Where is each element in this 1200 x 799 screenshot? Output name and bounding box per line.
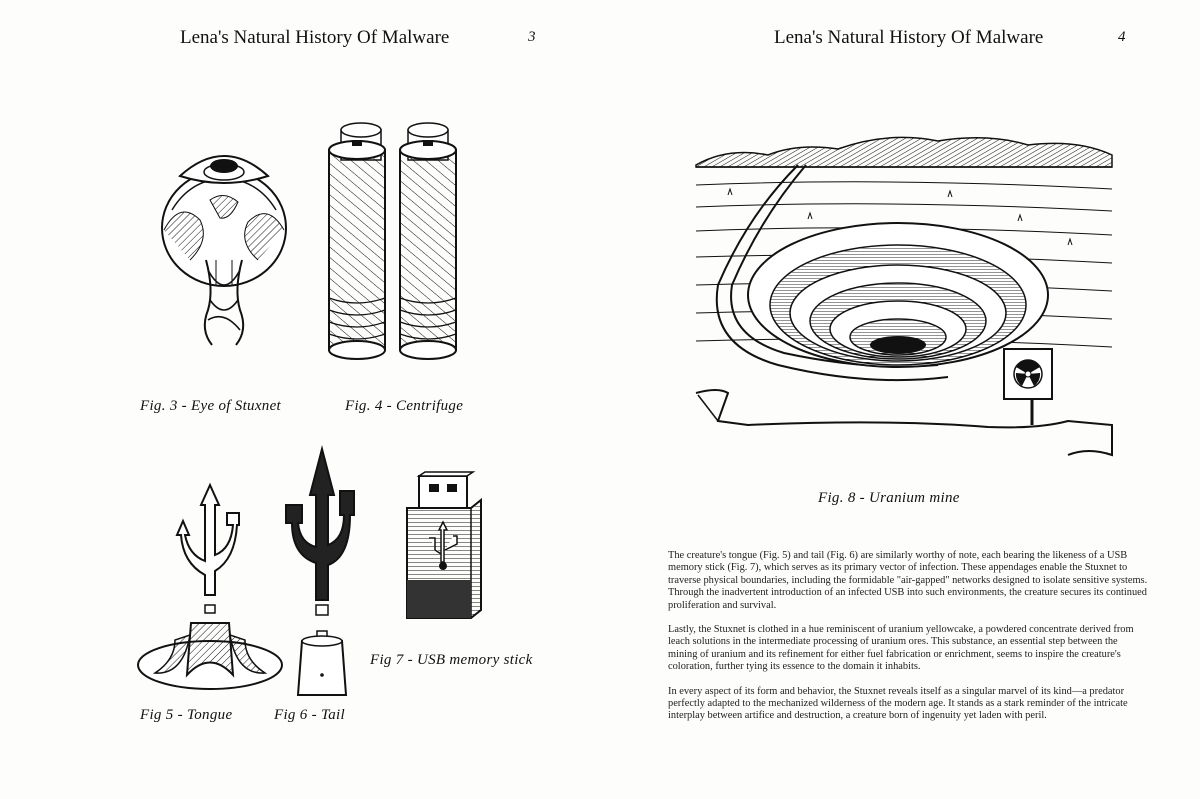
tongue-trident-icon bbox=[135, 475, 285, 705]
tail-trident-icon bbox=[280, 445, 365, 700]
fig6-caption: Fig 6 - Tail bbox=[274, 707, 345, 723]
centrifuge-icon bbox=[325, 118, 470, 363]
fig4-caption: Fig. 4 - Centrifuge bbox=[345, 398, 464, 414]
fig5-caption: Fig 5 - Tongue bbox=[140, 707, 233, 723]
right-page bbox=[600, 0, 1200, 799]
usb-stick-icon bbox=[405, 470, 483, 620]
fig3-caption: Fig. 3 - Eye of Stuxnet bbox=[140, 398, 282, 414]
uranium-mine-icon bbox=[688, 125, 1118, 475]
paragraph-1: The creature's tongue (Fig. 5) and tail (Fig. 6) are similarly worthy of note, each bearing the likeness of a USB memory stick (Fig. 7), which serves as its primary vector of infection. These appendages enable the Stuxnet to traverse physical boundaries, including the formidable "air-gapped" networks designed to isolate sensitive systems. Through the inadvertent introduction of an infected USB into such environments, the creature secures its continued proliferation and survival. bbox=[668, 550, 1148, 611]
left-page-number: 3 bbox=[528, 29, 536, 45]
fig8-caption: Fig. 8 - Uranium mine bbox=[818, 490, 960, 506]
fig7-caption: Fig 7 - USB memory stick bbox=[370, 652, 533, 668]
paragraph-2: Lastly, the Stuxnet is clothed in a hue reminiscent of uranium yellowcake, a powdered concentrate derived from leach solutions in the intermediate processing of uranium ores. This substance, an essential step between the mining of uranium and its refinement for either fuel fabrication or enrichment, seems to inspire the creature's coloration, further tying its essence to the domain it inhabits. bbox=[668, 624, 1134, 673]
left-running-title: Lena's Natural History Of Malware bbox=[180, 27, 450, 48]
eye-creature-icon bbox=[150, 140, 300, 350]
body-text bbox=[668, 550, 1148, 735]
right-page-number: 4 bbox=[1118, 29, 1126, 45]
right-running-title: Lena's Natural History Of Malware bbox=[774, 27, 1044, 48]
paragraph-3: In every aspect of its form and behavior, the Stuxnet reveals itself as a singular marvel of its kind—a predator perfectly adapted to the mechanized wilderness of the modern age. It stands as a stark reminder of the intricate interplay between artifice and destruction, a creature born of ingenuity yet laden with peril. bbox=[668, 685, 1128, 722]
